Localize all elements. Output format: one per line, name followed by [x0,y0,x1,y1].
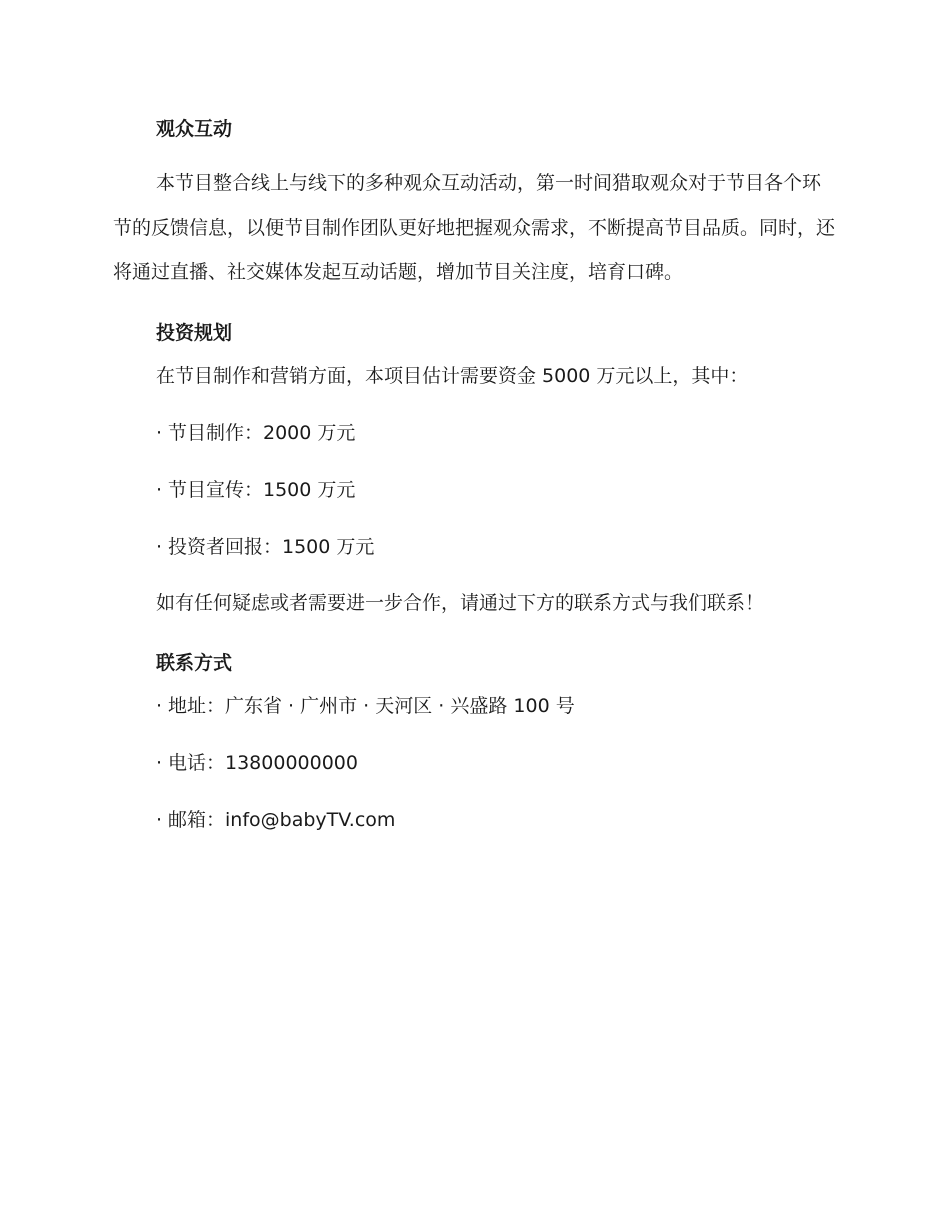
bullet-icon: · [156,809,163,831]
investment-item-production: 节目制作：2000 万元 [168,421,356,444]
bullet-icon: · [156,695,163,717]
contact-address-text: 地址：广东省 · 广州市 · 天河区 · 兴盛路 100 号 [168,695,575,717]
contact-email [156,803,837,860]
paragraph-audience-interaction: 本节目整合线上与线下的多种观众互动活动，第一时间猎取观众对于节目各个环节的反馈信息，以便节目制作团队更好地把握观众需求，不断提高节目品质。同时，还将通过直播、社交媒体发起互动话题，增加节目关注度，培育口碑。 [113,172,836,283]
contact-phone [156,746,837,803]
list-item [156,416,837,473]
contact-email-text: 邮箱：info@babyTV.com [168,809,396,831]
list-item [156,530,837,587]
bullet-icon: · [156,478,163,501]
investment-item-returns: 投资者回报：1500 万元 [168,535,375,558]
bullet-icon: · [156,535,163,558]
document-page [113,112,837,860]
contact-address [156,689,837,746]
heading-contact: 联系方式 [156,652,233,674]
bullet-icon: · [156,752,163,774]
heading-investment-plan: 投资规划 [156,321,233,344]
investment-intro: 在节目制作和营销方面，本项目估计需要资金 5000 万元以上，其中： [156,364,749,387]
paragraph-contact-invite: 如有任何疑虑或者需要进一步合作，请通过下方的联系方式与我们联系！ [156,591,765,614]
bullet-icon: · [156,421,163,444]
heading-audience-interaction: 观众互动 [156,118,233,140]
contact-phone-text: 电话：13800000000 [168,752,358,774]
list-item [156,473,837,530]
investment-item-promotion: 节目宣传：1500 万元 [168,478,356,501]
